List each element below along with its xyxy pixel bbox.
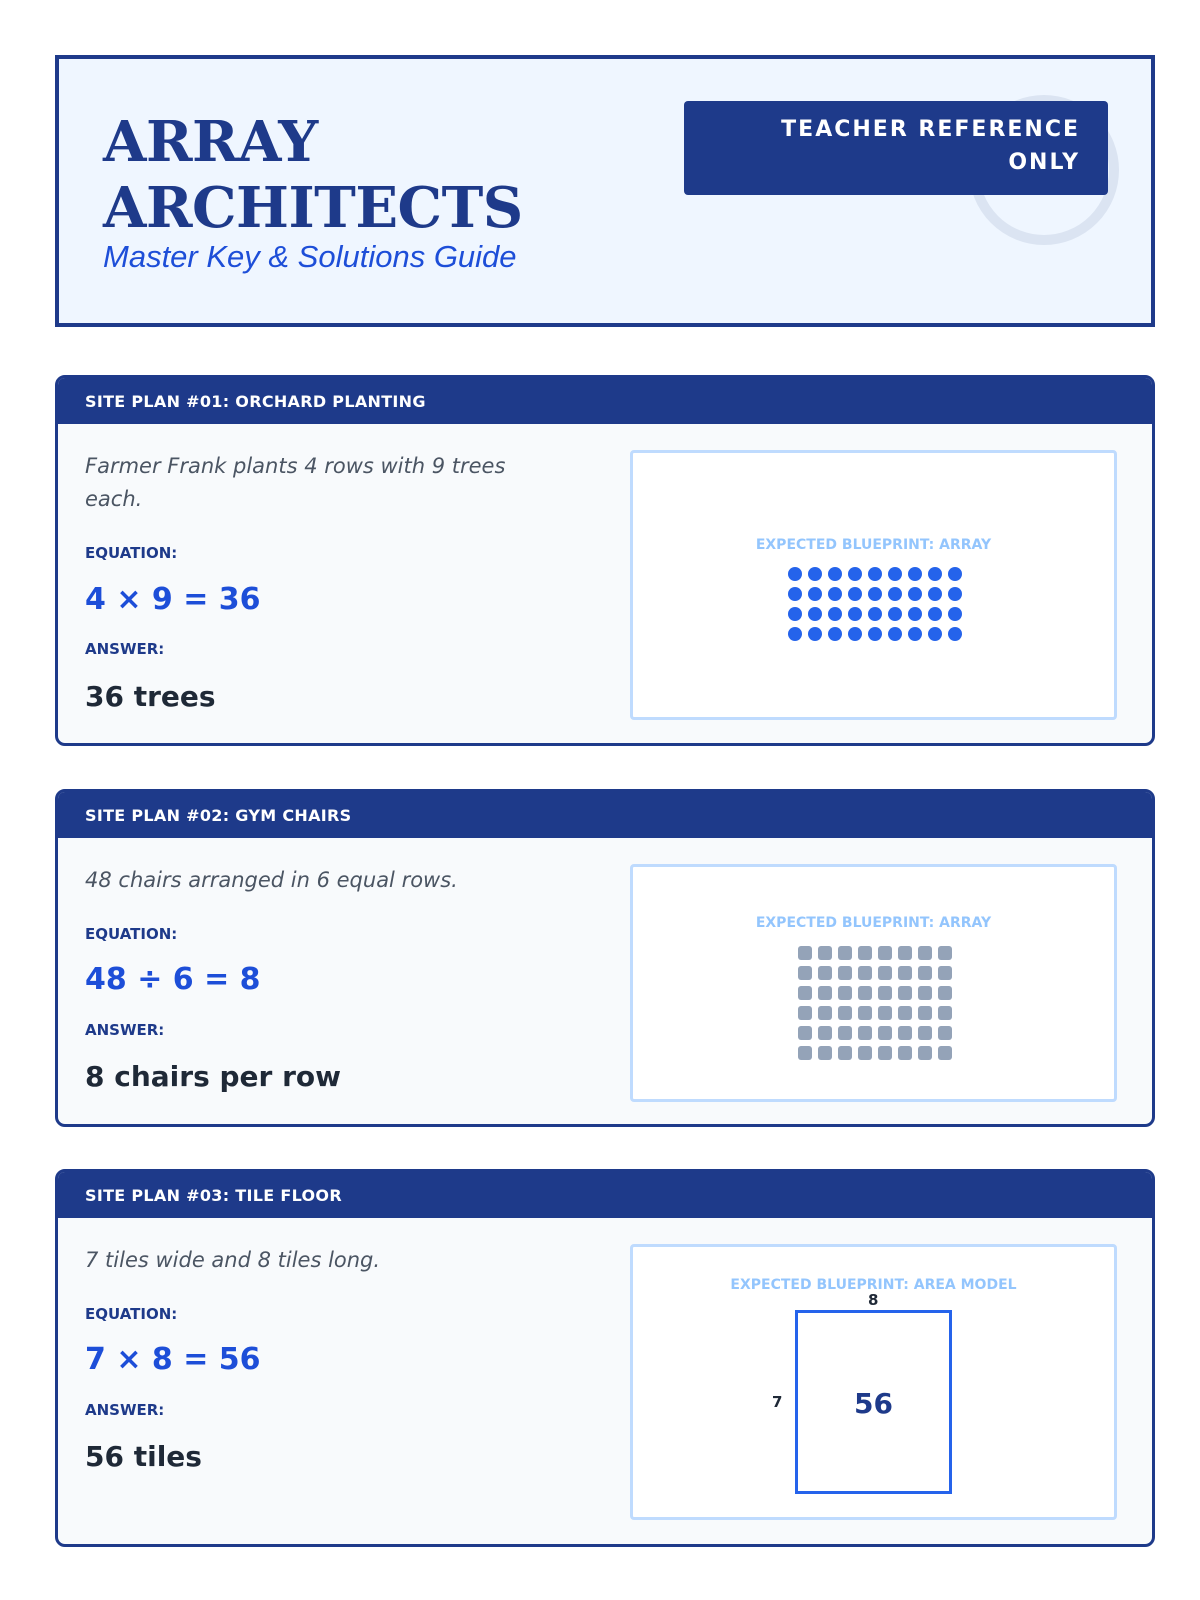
chair-cell <box>878 1046 892 1060</box>
chair-cell <box>918 966 932 980</box>
teacher-reference-badge <box>684 101 1108 195</box>
chair-cell <box>898 946 912 960</box>
chair-cell <box>938 966 952 980</box>
tree-dot <box>948 587 962 601</box>
site-plan-title: SITE PLAN #02: GYM CHAIRS <box>58 792 1152 838</box>
tree-dot <box>788 587 802 601</box>
equation-label: EQUATION: <box>85 925 178 943</box>
tree-dot <box>888 587 902 601</box>
chair-cell <box>858 1046 872 1060</box>
tree-dot <box>948 607 962 621</box>
chair-cell <box>818 1006 832 1020</box>
tree-dot <box>808 567 822 581</box>
equation-value: 7 × 8 = 56 <box>85 1342 261 1377</box>
blueprint-label: EXPECTED BLUEPRINT: ARRAY <box>755 537 992 553</box>
title-line-1: ARRAY <box>103 109 318 175</box>
chair-cell <box>798 966 812 980</box>
area-top-dimension: 8 <box>868 1291 879 1309</box>
tree-dot <box>888 607 902 621</box>
tree-dot <box>788 567 802 581</box>
chair-cell <box>878 1026 892 1040</box>
chair-cell <box>838 966 852 980</box>
tree-dot <box>808 587 822 601</box>
chair-cell <box>858 1006 872 1020</box>
equation-value: 4 × 9 = 36 <box>85 582 261 617</box>
tree-dot <box>888 627 902 641</box>
chair-cell <box>898 986 912 1000</box>
chair-cell <box>918 946 932 960</box>
tree-dot <box>908 627 922 641</box>
chair-cell <box>938 1046 952 1060</box>
tree-dot <box>928 607 942 621</box>
tree-dot <box>848 627 862 641</box>
header-banner <box>55 55 1155 327</box>
chair-cell <box>898 1026 912 1040</box>
chair-cell <box>798 1006 812 1020</box>
area-side-dimension: 7 <box>772 1393 783 1411</box>
dot-array <box>788 567 962 641</box>
tree-dot <box>868 627 882 641</box>
tree-dot <box>828 567 842 581</box>
blueprint-panel <box>630 864 1117 1102</box>
chair-cell <box>918 1046 932 1060</box>
chair-cell <box>838 1026 852 1040</box>
answer-label: ANSWER: <box>85 640 165 658</box>
tree-dot <box>908 607 922 621</box>
tree-dot <box>908 567 922 581</box>
chair-cell <box>838 986 852 1000</box>
chair-cell <box>938 1026 952 1040</box>
tree-dot <box>828 587 842 601</box>
tree-dot <box>828 607 842 621</box>
chair-cell <box>918 1006 932 1020</box>
answer-value: 56 tiles <box>85 1440 202 1473</box>
chair-cell <box>798 946 812 960</box>
answer-value: 8 chairs per row <box>85 1060 341 1093</box>
chair-cell <box>798 1046 812 1060</box>
chair-cell <box>838 946 852 960</box>
problem-text: Farmer Frank plants 4 rows with 9 trees each. <box>85 454 506 511</box>
site-plan-card-2 <box>55 789 1155 1127</box>
site-plan-card-1 <box>55 375 1155 746</box>
answer-label: ANSWER: <box>85 1401 165 1419</box>
chair-cell <box>878 966 892 980</box>
page-subtitle: Master Key & Solutions Guide <box>103 239 517 274</box>
equation-label: EQUATION: <box>85 544 178 562</box>
chair-cell <box>938 1006 952 1020</box>
badge-line-1: TEACHER REFERENCE <box>781 117 1080 142</box>
blueprint-label: EXPECTED BLUEPRINT: ARRAY <box>755 915 992 931</box>
tree-dot <box>808 627 822 641</box>
tree-dot <box>908 587 922 601</box>
title-line-2: ARCHITECTS <box>103 175 523 241</box>
chair-cell <box>798 1026 812 1040</box>
problem-text: 48 chairs arranged in 6 equal rows. <box>85 868 458 892</box>
chair-cell <box>858 946 872 960</box>
chair-cell <box>858 986 872 1000</box>
chair-cell <box>878 1006 892 1020</box>
blueprint-label: EXPECTED BLUEPRINT: AREA MODEL <box>730 1277 1017 1293</box>
chair-cell <box>818 946 832 960</box>
chair-cell <box>938 986 952 1000</box>
chair-cell <box>898 1006 912 1020</box>
site-plan-title: SITE PLAN #01: ORCHARD PLANTING <box>58 378 1152 424</box>
chair-cell <box>918 1026 932 1040</box>
tree-dot <box>848 607 862 621</box>
tree-dot <box>948 567 962 581</box>
equation-value: 48 ÷ 6 = 8 <box>85 962 261 997</box>
tree-dot <box>928 567 942 581</box>
tree-dot <box>948 627 962 641</box>
tree-dot <box>868 587 882 601</box>
badge-line-2: ONLY <box>1008 150 1080 175</box>
tree-dot <box>848 587 862 601</box>
area-value: 56 <box>854 1387 893 1420</box>
blueprint-panel <box>630 450 1117 720</box>
site-plan-card-3 <box>55 1169 1155 1547</box>
tree-dot <box>928 587 942 601</box>
answer-value: 36 trees <box>85 680 216 713</box>
page-title <box>103 109 523 241</box>
chair-cell <box>818 1046 832 1060</box>
equation-label: EQUATION: <box>85 1305 178 1323</box>
tree-dot <box>808 607 822 621</box>
chair-cell <box>918 986 932 1000</box>
chair-cell <box>838 1046 852 1060</box>
chair-cell <box>878 946 892 960</box>
chair-cell <box>798 986 812 1000</box>
tree-dot <box>788 627 802 641</box>
chair-cell <box>898 1046 912 1060</box>
chair-cell <box>858 966 872 980</box>
site-plan-title: SITE PLAN #03: TILE FLOOR <box>58 1172 1152 1218</box>
chair-cell <box>818 966 832 980</box>
tree-dot <box>788 607 802 621</box>
chair-cell <box>938 946 952 960</box>
area-model-rectangle <box>795 1310 952 1494</box>
chair-cell <box>878 986 892 1000</box>
problem-text: 7 tiles wide and 8 tiles long. <box>85 1248 381 1272</box>
tree-dot <box>868 567 882 581</box>
chair-array <box>798 946 952 1060</box>
blueprint-panel <box>630 1244 1117 1520</box>
chair-cell <box>838 1006 852 1020</box>
chair-cell <box>818 986 832 1000</box>
tree-dot <box>848 567 862 581</box>
chair-cell <box>898 966 912 980</box>
tree-dot <box>928 627 942 641</box>
tree-dot <box>888 567 902 581</box>
chair-cell <box>818 1026 832 1040</box>
answer-label: ANSWER: <box>85 1021 165 1039</box>
tree-dot <box>828 627 842 641</box>
tree-dot <box>868 607 882 621</box>
chair-cell <box>858 1026 872 1040</box>
